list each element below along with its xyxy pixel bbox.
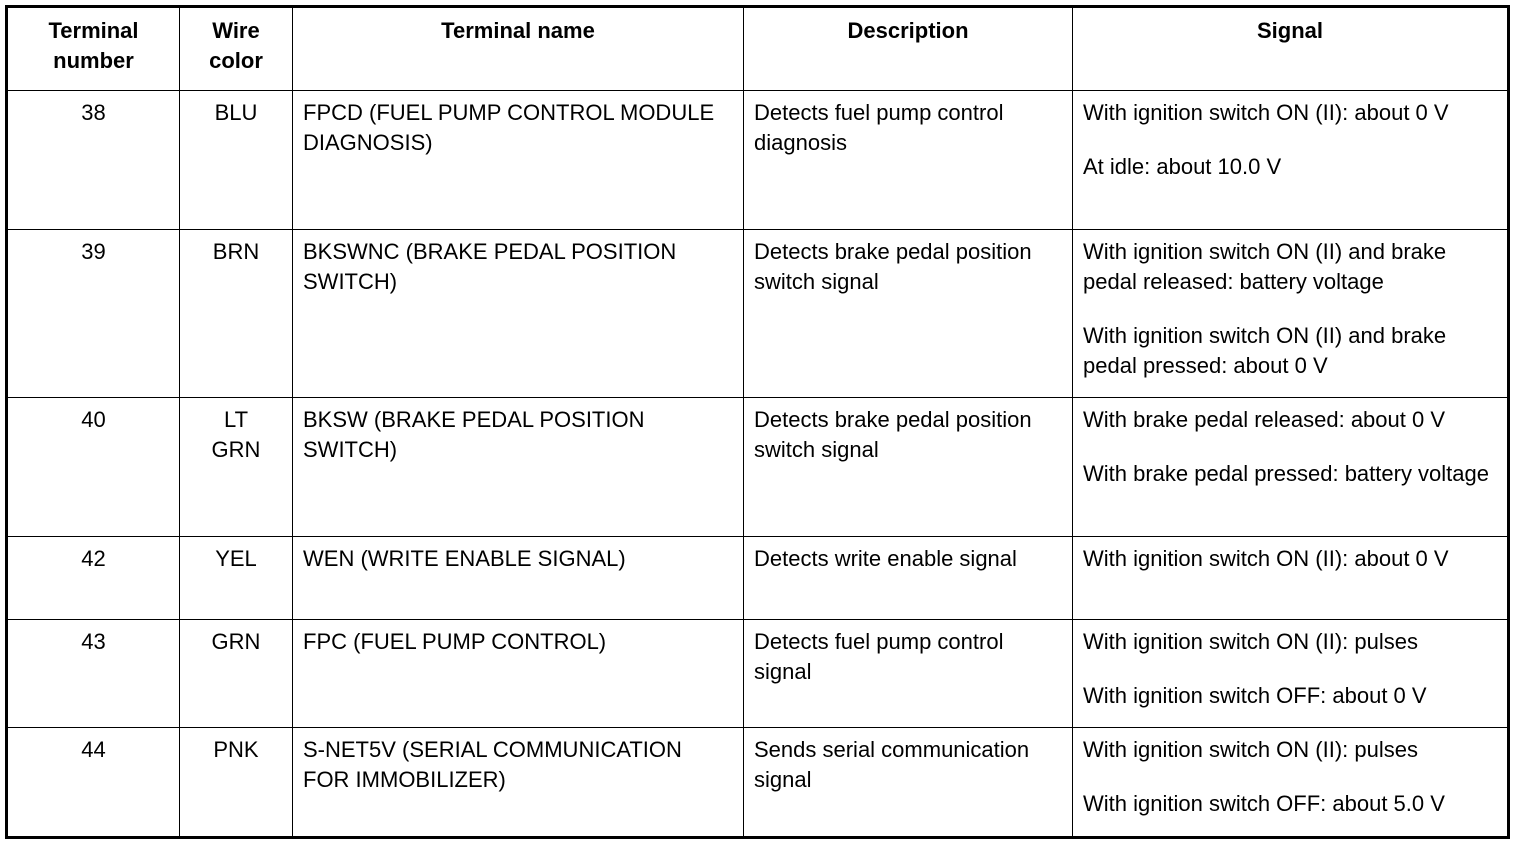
header-wire-color-line2: color	[209, 48, 263, 73]
signal-cell	[1073, 91, 1509, 230]
wire-color-cell	[180, 398, 293, 537]
description-cell: Detects brake pedal position switch signal	[744, 230, 1073, 398]
terminal-name-cell: FPCD (FUEL PUMP CONTROL MODULE DIAGNOSIS)	[293, 91, 744, 230]
wire-color-text: GRN	[211, 437, 261, 462]
header-terminal-number	[7, 7, 180, 91]
table-row	[7, 537, 1509, 620]
description-cell: Detects fuel pump control signal	[744, 620, 1073, 728]
header-wire-color	[180, 7, 293, 91]
description-cell: Detects fuel pump control diagnosis	[744, 91, 1073, 230]
terminal-table	[5, 5, 1510, 839]
terminal-name-cell: FPC (FUEL PUMP CONTROL)	[293, 620, 744, 728]
signal-line: With ignition switch ON (II) and brake pedal pressed: about 0 V	[1083, 323, 1447, 378]
wire-color-text: BRN	[212, 239, 260, 264]
wire-color-cell	[180, 230, 293, 398]
header-terminal-name: Terminal name	[293, 7, 744, 91]
header-description: Description	[744, 7, 1073, 91]
wire-color-cell	[180, 728, 293, 838]
terminal-number-cell: 38	[7, 91, 180, 230]
signal-line: With ignition switch ON (II): about 0 V	[1083, 546, 1449, 571]
table-row	[7, 728, 1509, 838]
signal-line: With ignition switch ON (II): pulses	[1083, 629, 1418, 654]
terminal-name-cell: BKSWNC (BRAKE PEDAL POSITION SWITCH)	[293, 230, 744, 398]
wire-color-cell	[180, 91, 293, 230]
terminal-name-cell: WEN (WRITE ENABLE SIGNAL)	[293, 537, 744, 620]
signal-line: With ignition switch ON (II): pulses	[1083, 737, 1418, 762]
table-row	[7, 398, 1509, 537]
wire-color-text: BLU	[214, 100, 258, 125]
signal-line: With brake pedal pressed: battery voltage	[1083, 461, 1490, 486]
signal-cell	[1073, 537, 1509, 620]
wire-color-text: YEL	[215, 546, 257, 571]
header-terminal-number-line2: number	[53, 48, 134, 73]
terminal-number-cell: 42	[7, 537, 180, 620]
signal-cell	[1073, 398, 1509, 537]
header-signal: Signal	[1073, 7, 1509, 91]
signal-cell	[1073, 230, 1509, 398]
description-cell: Detects write enable signal	[744, 537, 1073, 620]
description-cell: Sends serial communication signal	[744, 728, 1073, 838]
signal-line: With ignition switch ON (II): about 0 V	[1083, 100, 1449, 125]
header-wire-color-line1: Wire	[212, 18, 260, 43]
wire-color-text: PNK	[213, 737, 259, 762]
table-row	[7, 230, 1509, 398]
signal-line: With ignition switch ON (II) and brake pedal released: battery voltage	[1083, 239, 1447, 294]
terminal-number-cell: 43	[7, 620, 180, 728]
header-row	[7, 7, 1509, 91]
wire-color-cell	[180, 537, 293, 620]
wire-color-text: GRN	[211, 629, 261, 654]
description-cell: Detects brake pedal position switch signal	[744, 398, 1073, 537]
table-row	[7, 91, 1509, 230]
wire-color-cell	[180, 620, 293, 728]
header-terminal-number-line1: Terminal	[48, 18, 139, 43]
terminal-number-cell: 40	[7, 398, 180, 537]
signal-line: With ignition switch OFF: about 5.0 V	[1083, 791, 1445, 816]
signal-line: At idle: about 10.0 V	[1083, 154, 1282, 179]
wire-color-text: LT	[223, 407, 249, 432]
terminal-number-cell: 44	[7, 728, 180, 838]
terminal-number-cell: 39	[7, 230, 180, 398]
table-row	[7, 620, 1509, 728]
terminal-name-cell: S-NET5V (SERIAL COMMUNICATION FOR IMMOBILIZER)	[293, 728, 744, 838]
terminal-name-cell: BKSW (BRAKE PEDAL POSITION SWITCH)	[293, 398, 744, 537]
signal-line: With ignition switch OFF: about 0 V	[1083, 683, 1427, 708]
signal-cell	[1073, 728, 1509, 838]
signal-line: With brake pedal released: about 0 V	[1083, 407, 1446, 432]
signal-cell	[1073, 620, 1509, 728]
